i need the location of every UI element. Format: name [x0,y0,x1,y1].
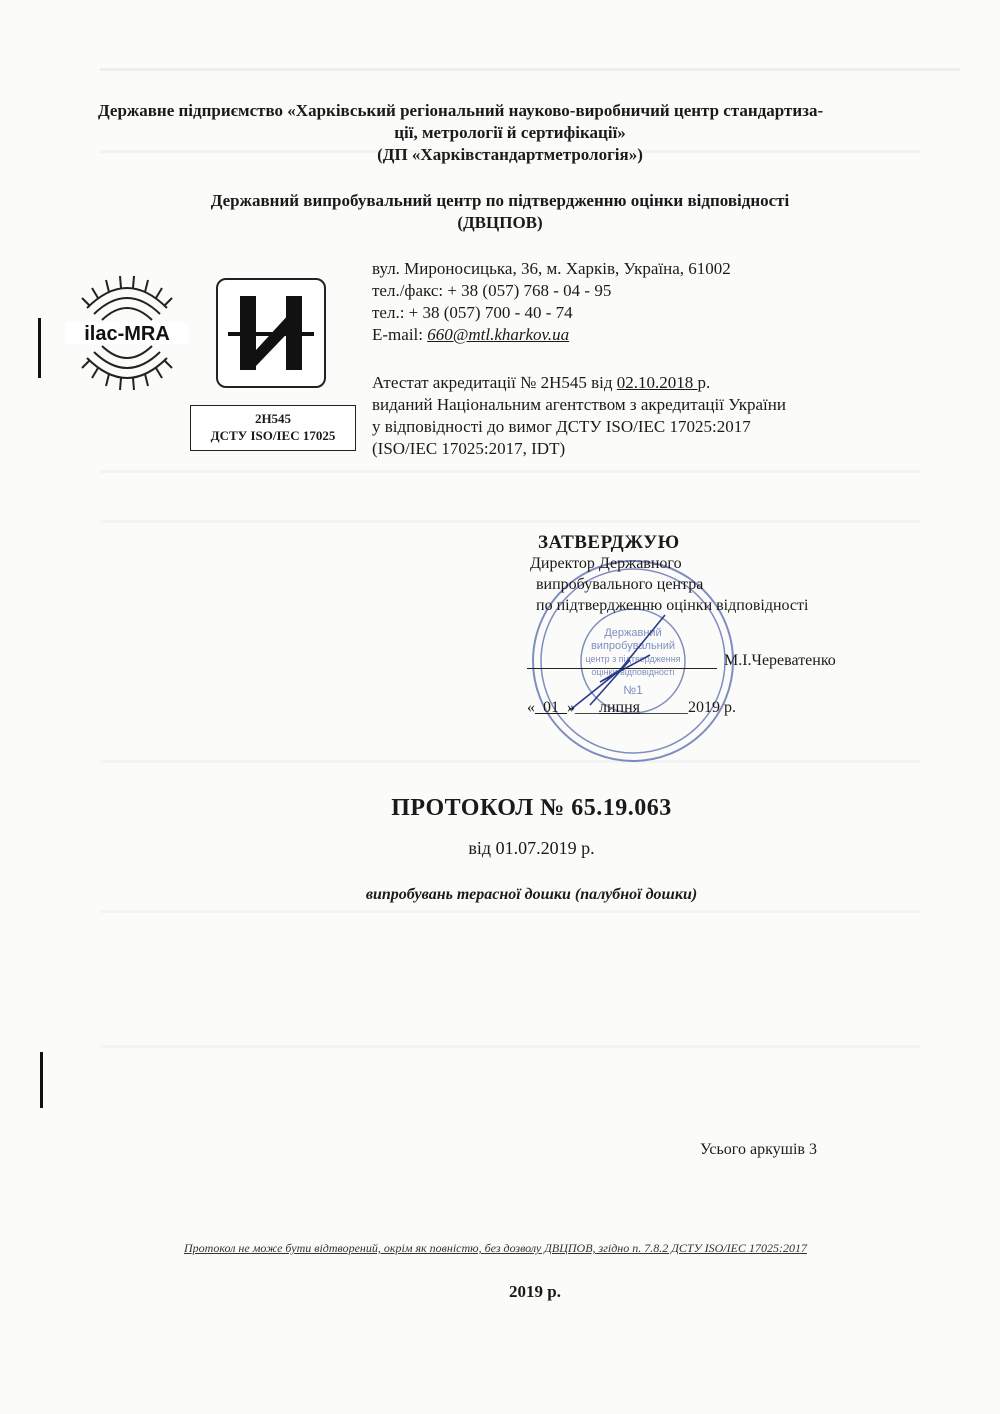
protocol-date: від 01.07.2019 р. [468,838,595,858]
protocol-title: ПРОТОКОЛ № 65.19.063 [391,795,672,821]
signature-line [527,668,717,669]
email-row [372,324,731,346]
document-year: 2019 р. [509,1282,561,1301]
org-name-line1: Державне підприємство «Харківський регіональний науково-виробничий центр стандартиза- [98,101,824,120]
approver-position-1: Директор Державного [530,555,682,572]
accreditation-badge [190,405,356,451]
contact-info [372,258,731,346]
certificate-suffix: р. [697,373,711,392]
standard-compliance: у відповідності до вимог ДСТУ ISO/IEC 17025:2017 [372,417,751,436]
approver-position-2: випробувального центра [536,576,704,593]
address: вул. Мироносицька, 36, м. Харків, Україна, 61002 [372,259,731,278]
lab-abbreviation: (ДВЦПОВ) [457,213,543,232]
approval-block [530,532,808,616]
certificate-prefix: Атестат акредитації № 2H545 від [372,373,617,392]
date-day: _01_ [535,699,567,716]
lab-name: Державний випробувальний центр по підтвердженню оцінки відповідності [210,191,790,210]
badge-number: 2H545 [254,411,292,426]
approval-title: ЗАТВЕРДЖУЮ [538,532,680,553]
date-year: ______2019 р. [640,699,737,716]
reproduction-notice: Протокол не може бути відтворений, окрім як повністю, без дозволу ДВЦПОВ, згідно п. 7.8.2 ДСТУ ISO/IEC 17025:2017 [184,1241,807,1255]
badge-standard: ДСТУ ISO/IEC 17025 [210,428,336,443]
tel-fax: тел./факс: + 38 (057) 768 - 04 - 95 [372,281,612,300]
approver-position-3: по підтвердженню оцінки відповідності [536,597,809,614]
stamp-line-5: №1 [623,683,643,697]
ilac-logo-text: ilac-MRA [84,323,170,345]
telephone: тел.: + 38 (057) 700 - 40 - 74 [372,303,573,322]
email-link[interactable]: 660@mtl.kharkov.ua [427,325,570,344]
date-month: липня [599,699,641,716]
approval-date [527,699,736,717]
org-name-line2: ції, метрології й сертифікації» [394,123,626,142]
email-label: E-mail: [372,325,428,344]
date-open-quote: « [527,699,535,716]
certificate-date: 02.10.2018 [616,373,698,392]
margin-mark-top [38,318,41,378]
standard-equivalent: (ISO/IEC 17025:2017, IDT) [372,439,566,458]
accreditation-info [372,372,786,460]
issuer: виданий Національним агентством з акредитації України [372,395,786,414]
org-short-name: (ДП «Харківстандартметрологія») [377,145,643,164]
stamp-line-2: випробувальний [590,640,676,652]
lab-logo [216,278,326,388]
margin-mark-bottom [40,1052,43,1108]
lab-header [100,190,900,234]
director-name: М.І.Череватенко [724,652,836,669]
ilac-mra-logo [62,268,192,398]
stamp-line-4: оцінки відповідності [591,667,675,677]
protocol-subject: випробувань терасної дошки (палубної дошки) [365,886,698,903]
accreditation-certificate [372,372,786,394]
stamp-line-3: центр з підтвердження [585,654,681,664]
stamp-line-1: Державний [604,627,662,639]
date-close-quote: »___ [567,699,599,716]
sheet-count: Усього аркушів 3 [700,1141,817,1158]
organization-header [60,100,960,166]
